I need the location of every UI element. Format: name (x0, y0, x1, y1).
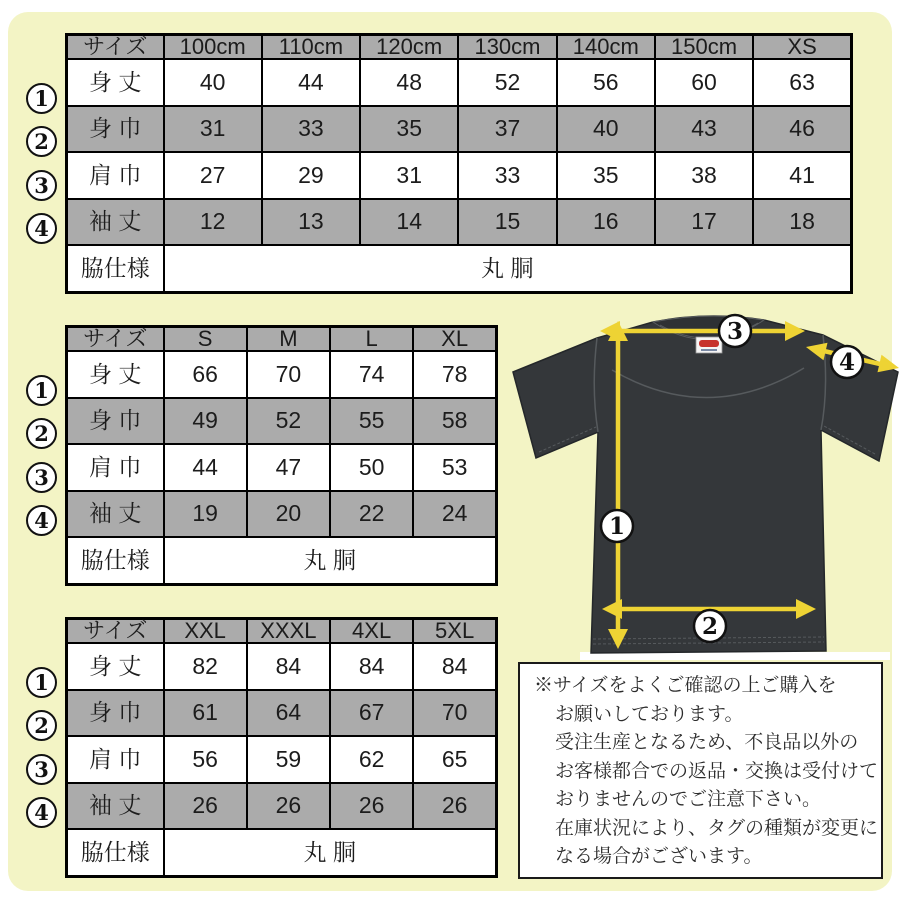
size-value: 74 (330, 351, 413, 398)
note-line: お願いしております。 (555, 703, 744, 725)
measure-row-label: 肩 巾 (67, 152, 164, 199)
size-value: 82 (164, 643, 247, 690)
size-column-header: XL (413, 327, 496, 352)
measure-row-label: 身 丈 (67, 643, 164, 690)
size-value: 53 (413, 444, 496, 491)
size-value: 41 (753, 152, 851, 199)
side-spec-value: 丸 胴 (164, 829, 497, 877)
size-column-header: L (330, 327, 413, 352)
svg-text:1: 1 (608, 513, 626, 540)
size-column-header: XXXL (247, 619, 330, 644)
kids-sizes-grid (65, 33, 853, 294)
size-value: 31 (360, 152, 458, 199)
measure-marker-4: 4 (26, 213, 57, 244)
size-value: 52 (247, 398, 330, 445)
size-value: 19 (164, 491, 247, 538)
measure-marker-2: 2 (26, 418, 57, 449)
size-table-kids (34, 33, 853, 294)
size-value: 55 (330, 398, 413, 445)
measure-marker-2: 2 (26, 126, 57, 157)
size-value: 62 (330, 736, 413, 783)
size-header-label: サイズ (67, 327, 164, 352)
size-value: 26 (330, 783, 413, 830)
size-value: 18 (753, 199, 851, 246)
size-value: 26 (247, 783, 330, 830)
size-value: 84 (330, 643, 413, 690)
size-value: 22 (330, 491, 413, 538)
size-value: 44 (262, 59, 360, 106)
measure-row-label: 肩 巾 (67, 444, 164, 491)
note-line: お客様都合での返品・交換は受付けて (555, 760, 879, 782)
size-value: 24 (413, 491, 496, 538)
size-column-header: 140cm (557, 35, 655, 60)
size-header-label: サイズ (67, 35, 164, 60)
purchase-note-box (518, 662, 883, 879)
size-value: 33 (458, 152, 556, 199)
measure-marker-4: 4 (26, 505, 57, 536)
size-value: 70 (413, 690, 496, 737)
size-column-header: M (247, 327, 330, 352)
measure-marker-3: 3 (26, 462, 57, 493)
size-value: 63 (753, 59, 851, 106)
size-value: 56 (164, 736, 247, 783)
size-column-header: XXL (164, 619, 247, 644)
size-value: 50 (330, 444, 413, 491)
size-value: 26 (164, 783, 247, 830)
size-value: 33 (262, 106, 360, 153)
measure-row-label: 袖 丈 (67, 491, 164, 538)
size-value: 35 (557, 152, 655, 199)
size-value: 29 (262, 152, 360, 199)
figure-marker-4 (831, 346, 863, 378)
note-line: 在庫状況により、タグの種類が変更に (555, 817, 879, 839)
measure-row-label: 身 巾 (67, 106, 164, 153)
side-spec-label: 脇仕様 (67, 245, 164, 293)
size-column-header: XS (753, 35, 851, 60)
size-column-header: 100cm (164, 35, 262, 60)
size-value: 60 (655, 59, 753, 106)
size-value: 84 (413, 643, 496, 690)
measure-marker-4: 4 (26, 797, 57, 828)
size-header-label: サイズ (67, 619, 164, 644)
size-value: 48 (360, 59, 458, 106)
measure-marker-2: 2 (26, 710, 57, 741)
size-value: 40 (164, 59, 262, 106)
size-value: 40 (557, 106, 655, 153)
size-value: 13 (262, 199, 360, 246)
size-value: 43 (655, 106, 753, 153)
size-value: 16 (557, 199, 655, 246)
size-value: 20 (247, 491, 330, 538)
measure-row-label: 身 丈 (67, 59, 164, 106)
size-value: 15 (458, 199, 556, 246)
size-value: 38 (655, 152, 753, 199)
size-value: 58 (413, 398, 496, 445)
size-value: 56 (557, 59, 655, 106)
note-line: なる場合がございます。 (555, 846, 763, 867)
size-value: 52 (458, 59, 556, 106)
size-value: 84 (247, 643, 330, 690)
size-table-big (34, 617, 498, 878)
big-sizes-grid (65, 617, 498, 878)
size-value: 67 (330, 690, 413, 737)
size-value: 12 (164, 199, 262, 246)
size-value: 35 (360, 106, 458, 153)
size-value: 46 (753, 106, 851, 153)
measure-row-label: 身 巾 (67, 690, 164, 737)
size-table-adult (34, 325, 498, 586)
svg-text:2: 2 (701, 613, 719, 640)
note-line: ※サイズをよくご確認の上ご購入を (534, 675, 837, 696)
brand-neck-tag-icon (696, 337, 722, 353)
side-spec-value: 丸 胴 (164, 537, 497, 585)
measure-row-label: 身 丈 (67, 351, 164, 398)
svg-text:3: 3 (726, 318, 744, 345)
note-line: 受注生産となるため、不良品以外の (555, 732, 859, 753)
size-value: 65 (413, 736, 496, 783)
size-value: 70 (247, 351, 330, 398)
svg-text:4: 4 (838, 349, 856, 376)
size-value: 78 (413, 351, 496, 398)
measure-row-label: 袖 丈 (67, 783, 164, 830)
measure-marker-1: 1 (26, 375, 57, 406)
measure-marker-1: 1 (26, 83, 57, 114)
size-value: 37 (458, 106, 556, 153)
measure-row-label: 袖 丈 (67, 199, 164, 246)
size-column-header: 130cm (458, 35, 556, 60)
size-value: 31 (164, 106, 262, 153)
size-value: 49 (164, 398, 247, 445)
size-column-header: 4XL (330, 619, 413, 644)
side-spec-label: 脇仕様 (67, 829, 164, 877)
size-column-header: 150cm (655, 35, 753, 60)
figure-marker-3 (719, 315, 751, 347)
tshirt-measurement-figure (500, 308, 900, 660)
size-column-header: 110cm (262, 35, 360, 60)
size-value: 27 (164, 152, 262, 199)
measure-marker-3: 3 (26, 754, 57, 785)
note-line: おりませんのでご注意下さい。 (555, 789, 822, 810)
figure-marker-2 (694, 610, 726, 642)
size-column-header: 120cm (360, 35, 458, 60)
side-spec-value: 丸 胴 (164, 245, 852, 293)
figure-marker-1 (601, 510, 633, 542)
measure-row-label: 身 巾 (67, 398, 164, 445)
adult-sizes-grid (65, 325, 498, 586)
side-spec-label: 脇仕様 (67, 537, 164, 585)
size-value: 26 (413, 783, 496, 830)
size-value: 44 (164, 444, 247, 491)
size-value: 59 (247, 736, 330, 783)
size-value: 61 (164, 690, 247, 737)
size-value: 14 (360, 199, 458, 246)
measure-marker-1: 1 (26, 667, 57, 698)
size-column-header: S (164, 327, 247, 352)
size-value: 64 (247, 690, 330, 737)
size-value: 47 (247, 444, 330, 491)
measure-marker-3: 3 (26, 170, 57, 201)
size-value: 17 (655, 199, 753, 246)
size-column-header: 5XL (413, 619, 496, 644)
measure-row-label: 肩 巾 (67, 736, 164, 783)
size-value: 66 (164, 351, 247, 398)
